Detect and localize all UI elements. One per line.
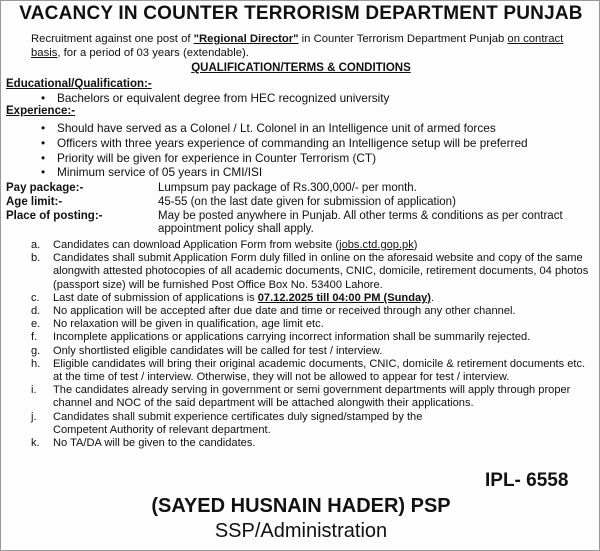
intro-text: in Counter Terrorism Department Punjab [298,33,508,45]
list-item: • Priority will be given for experience in Counter Terrorism (CT) [41,151,528,166]
item-marker: i. [31,384,37,397]
qualification-heading: QUALIFICATION/TERMS & CONDITIONS [191,62,411,74]
item-text: No TA/DA will be given to the candidates. [53,437,256,450]
posting-label: Place of posting:- [6,210,103,222]
item-text: Candidates can download Application Form from website ( [53,239,340,251]
item-text: Last date of submission of applications is [53,291,258,304]
list-item: • Officers with three years experience of commanding an Intelligence setup will be preferred [41,136,528,151]
item-text: No application will be accepted after due date and time or received through any other channel. [53,305,516,318]
item-marker: k. [31,437,40,450]
item-marker: c. [31,291,40,304]
item-text: Candidates shall submit experience certificates duly signed/stamped by the Competent Authority of relevant department. [53,410,423,436]
item-marker: f. [31,331,38,344]
instruction-item [31,305,591,318]
education-label: Educational/Qualification:- [6,78,152,90]
education-list [41,91,389,106]
item-text: Incomplete applications or applications carrying incorrect information shall be summarily rejected. [53,331,531,344]
item-marker: j. [31,410,37,423]
page-title: VACANCY IN COUNTER TERRORISM DEPARTMENT PUNJAB [19,3,583,24]
item-marker: b. [31,252,41,265]
signatory-designation: SSP/Administration [214,520,388,542]
post-name: "Regional Director" [193,33,299,45]
list-item: • Minimum service of 05 years in CMI/ISI [41,165,528,180]
item-marker: d. [31,305,41,318]
instruction-item [31,411,591,437]
item-text: ) [413,239,418,251]
posting-value: May be posted anywhere in Punjab. All other terms & conditions as per contract appointment policy shall apply. [158,210,563,235]
instruction-item [31,292,591,305]
age-label: Age limit:- [6,196,63,208]
instruction-item [31,345,591,358]
list-item: • Bachelors or equivalent degree from HEC recognized university [41,91,389,106]
instructions-list [31,239,591,450]
list-item: • Should have served as a Colonel / Lt. Colonel in an Intelligence unit of armed forces [41,121,528,136]
experience-label: Experience:- [6,105,76,117]
item-text: The candidates already serving in government or semi government departments will apply through proper channel and NOC of the said department will be attached alongwith their applications. [53,384,571,410]
instruction-item [31,252,591,292]
intro-text: Recruitment against one post of [31,33,194,45]
item-marker: g. [31,344,41,357]
pay-label: Pay package:- [6,182,84,194]
experience-list [41,121,528,180]
item-marker: a. [31,239,41,251]
intro-paragraph [31,32,591,60]
item-text: Eligible candidates will bring their original academic documents, CNIC, domicile & retirement documents etc. at the time of test / interview. Otherwise, they will not be allowed to appear for test / interview. [53,357,586,384]
instruction-item [31,318,591,331]
item-text: No relaxation will be given in qualification, age limit etc. [53,318,324,331]
instruction-item [31,384,591,410]
ipl-number: IPL- 6558 [485,470,569,491]
contract-basis: on contract basis [31,33,564,59]
item-text: Only shortlisted eligible candidates will be called for test / interview. [53,344,383,357]
intro-text: , for a period of 03 years (extendable). [57,47,249,59]
item-text: Candidates shall submit Application Form duly filled in online on the aforesaid website and copy of the same alongwith attested photocopies of all academic documents, CNIC, domicile, retirement documents, 04 photos (passport size) will be furnished Post Office Box No. 53400 Lahore. [53,252,589,291]
deadline: 07.12.2025 till 04:00 PM (Sunday) [257,291,431,304]
age-value: 45-55 (on the last date given for submission of application) [158,196,456,208]
instruction-item [31,331,591,344]
signatory-name: (SAYED HUSNAIN HADER) PSP [151,495,451,517]
item-marker: h. [31,357,41,370]
instruction-item [31,358,591,384]
item-text: . [431,291,435,304]
website-link[interactable]: jobs.ctd.gop.pk [339,239,414,251]
pay-value: Lumpsum pay package of Rs.300,000/- per month. [158,182,417,194]
instruction-item [31,437,591,450]
item-marker: e. [31,318,41,331]
instruction-item [31,239,591,252]
